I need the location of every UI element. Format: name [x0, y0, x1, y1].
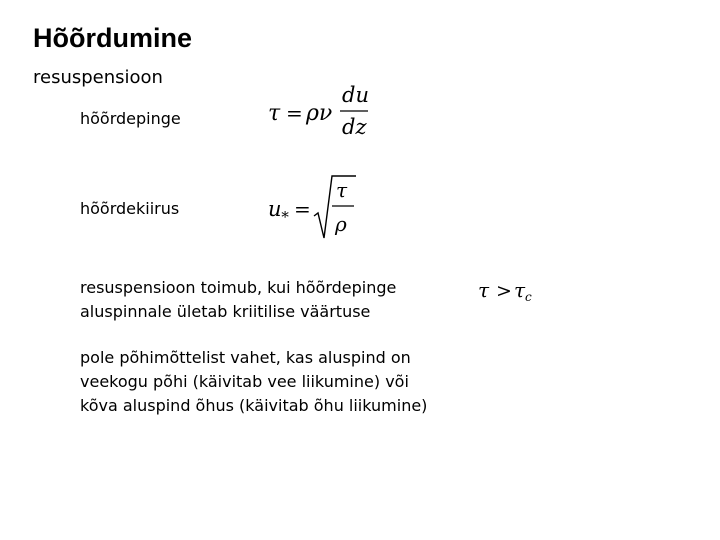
formula-velocity-lhs: u [268, 197, 282, 221]
formula-condition-operator: > [496, 280, 512, 302]
slide-title: Hõõrdumine [33, 23, 192, 53]
paragraph-line: kõva aluspind õhus (käivitab õhu liikumine) [80, 396, 428, 415]
formula-friction-velocity [262, 168, 362, 244]
paragraph-line: resuspensioon toimub, kui hõõrdepinge [80, 278, 397, 297]
formula-condition-lhs: τ [478, 278, 490, 302]
paragraph-line: veekogu põhi (käivitab vee liikumine) või [80, 372, 409, 391]
formula-stress-numerator: du [342, 83, 369, 107]
paragraph-resuspension-condition [80, 276, 470, 324]
formula-velocity-denominator: ρ [335, 212, 347, 236]
formula-stress-denominator: dz [342, 115, 367, 139]
paragraph-surface-note [80, 346, 470, 418]
paragraph-line: aluspinnale ületab kriitilise väärtuse [80, 302, 371, 321]
formula-velocity-numerator: τ [336, 178, 348, 202]
formula-critical-condition [472, 276, 552, 306]
label-friction-stress: hõõrdepinge [80, 109, 181, 128]
formula-condition-subscript: c [525, 290, 532, 304]
slide-subtitle: resuspensioon [33, 67, 163, 88]
formula-stress-equals: = [286, 101, 303, 125]
formula-stress-lhs: τ [268, 101, 281, 126]
paragraph-line: pole põhimõttelist vahet, kas aluspind on [80, 348, 411, 367]
formula-condition-rhs: τ [514, 278, 526, 302]
formula-velocity-equals: = [294, 197, 311, 221]
formula-velocity-subscript: ∗ [280, 205, 291, 223]
label-friction-velocity: hõõrdekiirus [80, 199, 180, 218]
formula-stress-coefficient: ρν [306, 101, 333, 126]
formula-friction-stress [262, 80, 382, 142]
